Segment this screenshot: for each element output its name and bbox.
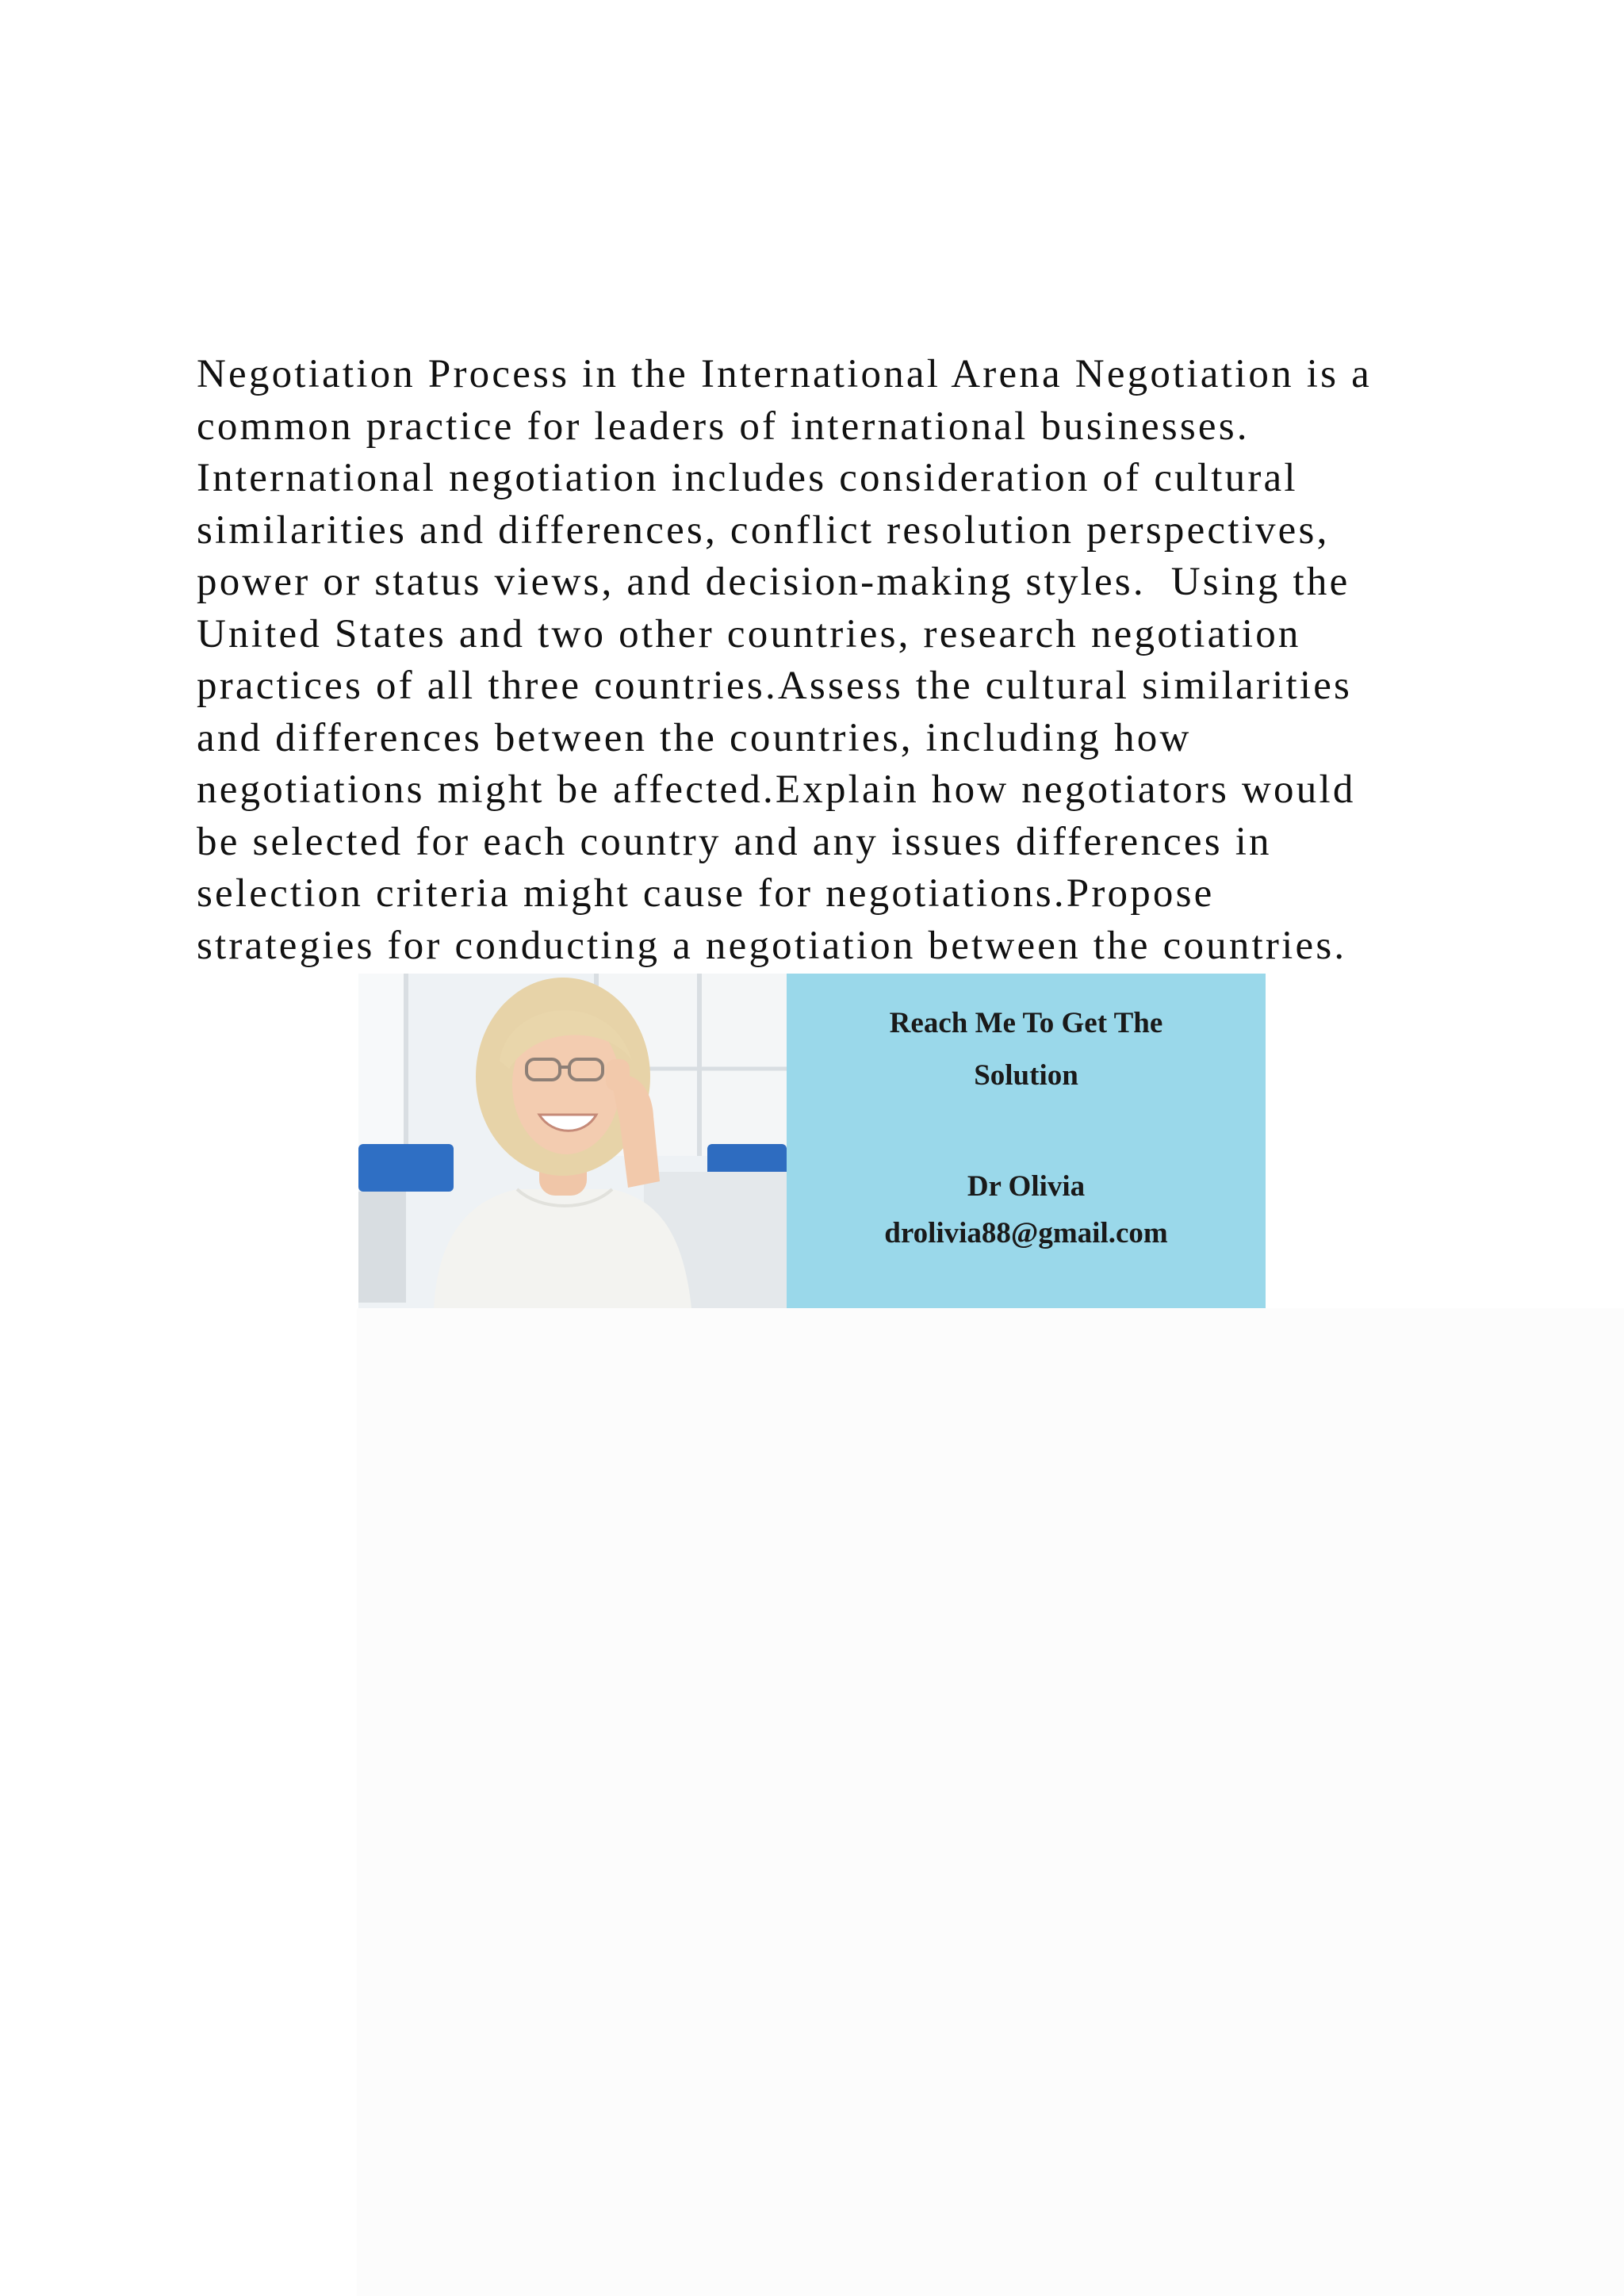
promo-heading-line: Solution: [974, 1059, 1078, 1092]
text-line: common practice for leaders of international businesses.: [197, 404, 1250, 449]
promo-heading: [787, 997, 1266, 1102]
text-line: United States and two other countries, research negotiation: [197, 611, 1301, 656]
text-line: selection criteria might cause for negotiations.Propose: [197, 871, 1215, 916]
text-line: Negotiation Process in the International Arena Negotiation is a: [197, 352, 1372, 396]
text-line: International negotiation includes consideration of cultural: [197, 456, 1298, 500]
woman-photo: [358, 974, 787, 1308]
faint-background-block: [357, 1308, 1624, 2296]
document-body-text: [197, 349, 1481, 972]
text-line: strategies for conducting a negotiation between the countries.: [197, 923, 1347, 968]
text-line: power or status views, and decision-making styles. Using the: [197, 560, 1350, 604]
promo-heading-line: Reach Me To Get The: [889, 1007, 1163, 1039]
contact-panel: [787, 974, 1266, 1308]
text-line: and differences between the countries, including how: [197, 715, 1192, 760]
text-line: practices of all three countries.Assess the cultural similarities: [197, 664, 1353, 708]
text-line: similarities and differences, conflict resolution perspectives,: [197, 507, 1330, 553]
text-line: be selected for each country and any issues differences in: [197, 819, 1272, 864]
promo-banner: [358, 974, 1266, 1308]
text-line: negotiations might be affected.Explain how negotiators would: [197, 767, 1356, 812]
contact-name: Dr Olivia: [967, 1170, 1086, 1203]
woman-photo-illustration: [358, 974, 787, 1308]
contact-email: drolivia88@gmail.com: [884, 1217, 1168, 1249]
